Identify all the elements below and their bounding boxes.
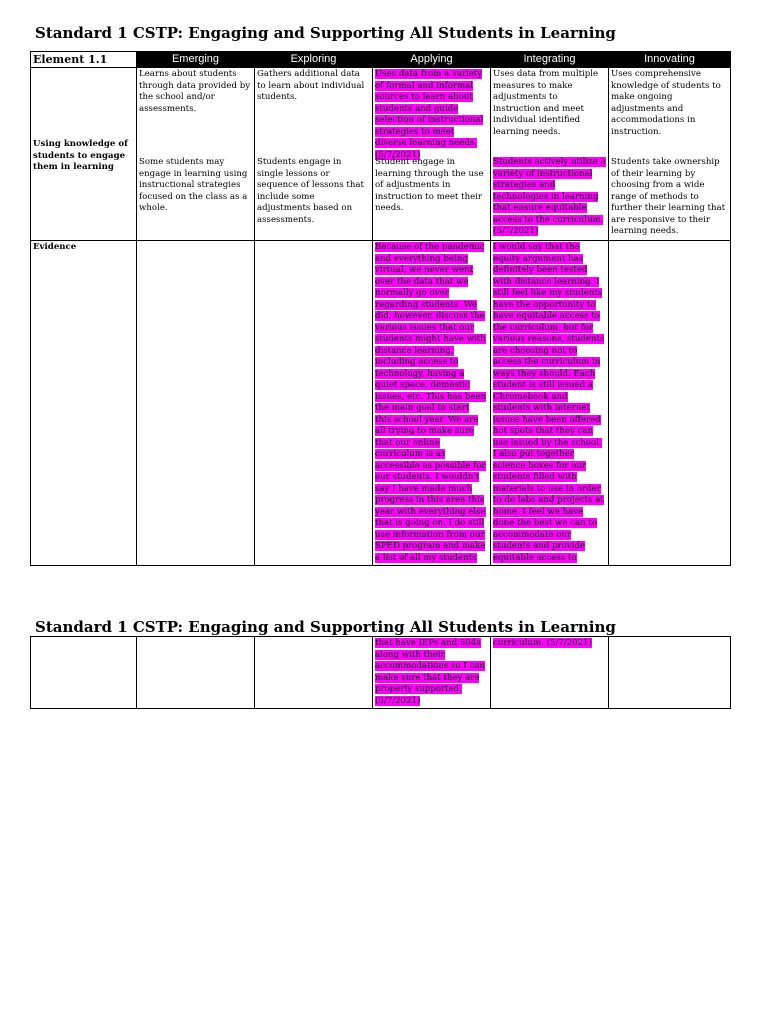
continuation-integrating-cell xyxy=(491,637,609,709)
integrating-cell xyxy=(491,68,609,241)
column-header-exploring: Exploring xyxy=(255,52,373,68)
innovating-bottom-text: Students take ownership of their learning by choosing from a wide range of methods to further their learning that are responsive to their learning needs. xyxy=(611,157,726,236)
innovating-top-text: Uses comprehensive knowledge of students to make ongoing adjustments and accommodations in instruction. xyxy=(611,69,721,137)
column-header-integrating: Integrating xyxy=(491,52,609,68)
continuation-row xyxy=(31,637,731,709)
column-header-emerging: Emerging xyxy=(137,52,255,68)
integrating-top-text: Uses data from multiple measures to make adjustments to instruction and meet individual identified learning needs. xyxy=(493,69,599,137)
applying-bottom-text: Student engage in learning through the use of adjustments in instruction to meet their needs. xyxy=(375,157,484,213)
continuation-label-cell xyxy=(31,637,137,709)
evidence-integrating-text: I would say that the equity argument has definitely been tested with distance learning. I still feel like my students have the opportunity to have equitable access to the curriculum, but for various reasons, students are choosing not to access the curriculum in ways they should. Each student is still issued a Chromebook and students with internet issues have been offered hot spots that they can use issued by the school. I also put together science boxes for our students filled with materials to use in order to do labs and projects at home. I feel we have done the best we can to accommodate our students and provide equitable access to xyxy=(493,242,605,563)
emerging-bottom-text: Some students may engage in learning using instructional strategies focused on the class as a whole. xyxy=(139,157,248,213)
integrating-bottom-text-highlighted: Students actively utilize a variety of instructional strategies and technologies in learning that ensure equitable access to the curriculum. (5/7/2021) xyxy=(493,157,606,236)
evidence-row xyxy=(31,241,731,566)
row-label: Using knowledge of students to engage them in learning xyxy=(33,139,128,172)
applying-cell xyxy=(373,68,491,241)
evidence-applying-text: Because of the pandemic and everything being virtual, we never went over the data that we normally go over regarding students. We did, however, discuss the various issues that our students might have with distance learning, including access to technology, having a quiet space, domestic issues, etc. This has been the main goal to start this school year. We are all trying to make sure that our online curriculum is as accessible as possible for our students. I wouldn't say I have made much progress in this area this year with everything else that is going on. I do still use information from our SPED program and make a list of all my students xyxy=(375,242,487,563)
exploring-cell xyxy=(255,68,373,241)
evidence-integrating-cell xyxy=(491,241,609,566)
column-header-applying: Applying xyxy=(373,52,491,68)
criteria-row xyxy=(31,68,731,241)
evidence-exploring-cell xyxy=(255,241,373,566)
evidence-emerging-cell xyxy=(137,241,255,566)
page-title-repeat: Standard 1 CSTP: Engaging and Supporting All Students in Learning xyxy=(35,618,616,636)
page-title: Standard 1 CSTP: Engaging and Supporting All Students in Learning xyxy=(35,24,616,42)
evidence-innovating-cell xyxy=(609,241,731,566)
row-label-cell xyxy=(31,68,137,241)
exploring-top-text: Gathers additional data to learn about individual students. xyxy=(257,69,365,102)
innovating-cell xyxy=(609,68,731,241)
emerging-top-text: Learns about students through data provided by the school and/or assessments. xyxy=(139,69,251,114)
applying-top-text-highlighted: Uses data from a variety of formal and informal sources to learn about students and guide selection of instructional strategies to meet diverse learning needs. (5/7/2021) xyxy=(375,69,484,160)
continuation-integrating-text: curriculum. (5/7/2021) xyxy=(493,638,592,648)
continuation-innovating-cell xyxy=(609,637,731,709)
header-row xyxy=(31,52,731,68)
element-label: Element 1.1 xyxy=(31,52,137,68)
evidence-applying-cell xyxy=(373,241,491,566)
column-header-innovating: Innovating xyxy=(609,52,731,68)
evidence-label: Evidence xyxy=(31,241,137,566)
continuation-applying-cell xyxy=(373,637,491,709)
continuation-exploring-cell xyxy=(255,637,373,709)
continuation-emerging-cell xyxy=(137,637,255,709)
emerging-cell xyxy=(137,68,255,241)
standard-table xyxy=(30,51,731,566)
exploring-bottom-text: Students engage in single lessons or sequence of lessons that include some adjustments based on assessments. xyxy=(257,157,364,225)
continuation-applying-text: that have IEPs and 504s along with their accommodations so I can make sure that they are properly supported. (5/7/2021) xyxy=(375,638,485,706)
continuation-table xyxy=(30,636,731,709)
